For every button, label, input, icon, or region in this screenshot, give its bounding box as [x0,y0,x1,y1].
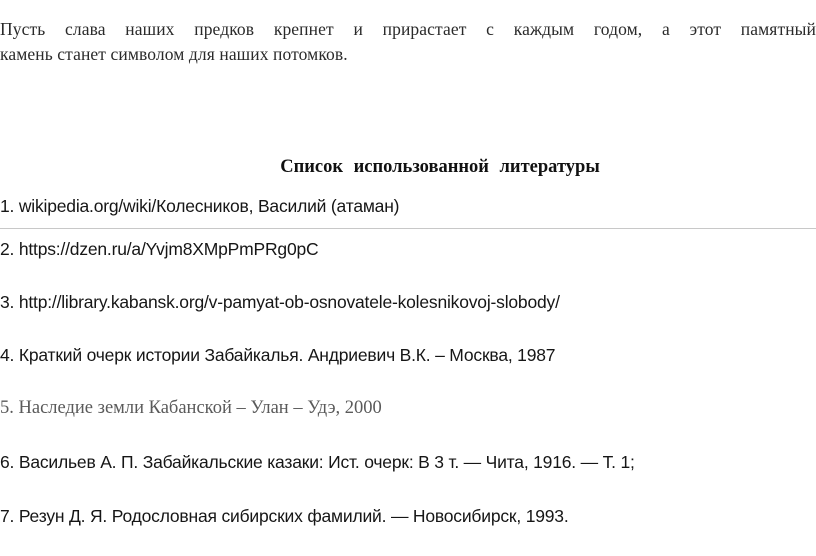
reference-item-6: 6. Васильев А. П. Забайкальские казаки: Ист. очерк: В 3 т. — Чита, 1916. — Т. 1; [0,452,635,472]
references-heading: Список использованной литературы [280,157,600,177]
reference-item-4: 4. Краткий очерк истории Забайкалья. Андриевич В.К. – Москва, 1987 [0,345,556,365]
reference-item-5: 5. Наследие земли Кабанской – Улан – Удэ, 2000 [0,398,382,418]
reference-item-1: 1. wikipedia.org/wiki/Колесников, Василий (атаман) [0,196,400,216]
reference-item-3: 3. http://library.kabansk.org/v-pamyat-ob-osnovatele-kolesnikovoj-slobody/ [0,292,560,312]
intro-line-1: Пусть слава наших предков крепнет и прирастает с каждым годом, а этот памятный [0,19,816,39]
intro-paragraph [0,17,816,67]
reference-item-2: 2. https://dzen.ru/a/Yvjm8XMpPmPRg0pC [0,239,319,259]
reference-item-7: 7. Резун Д. Я. Родословная сибирских фамилий. — Новосибирск, 1993. [0,506,569,526]
divider-line [0,228,816,229]
intro-line-2: камень станет символом для наших потомков. [0,44,348,64]
